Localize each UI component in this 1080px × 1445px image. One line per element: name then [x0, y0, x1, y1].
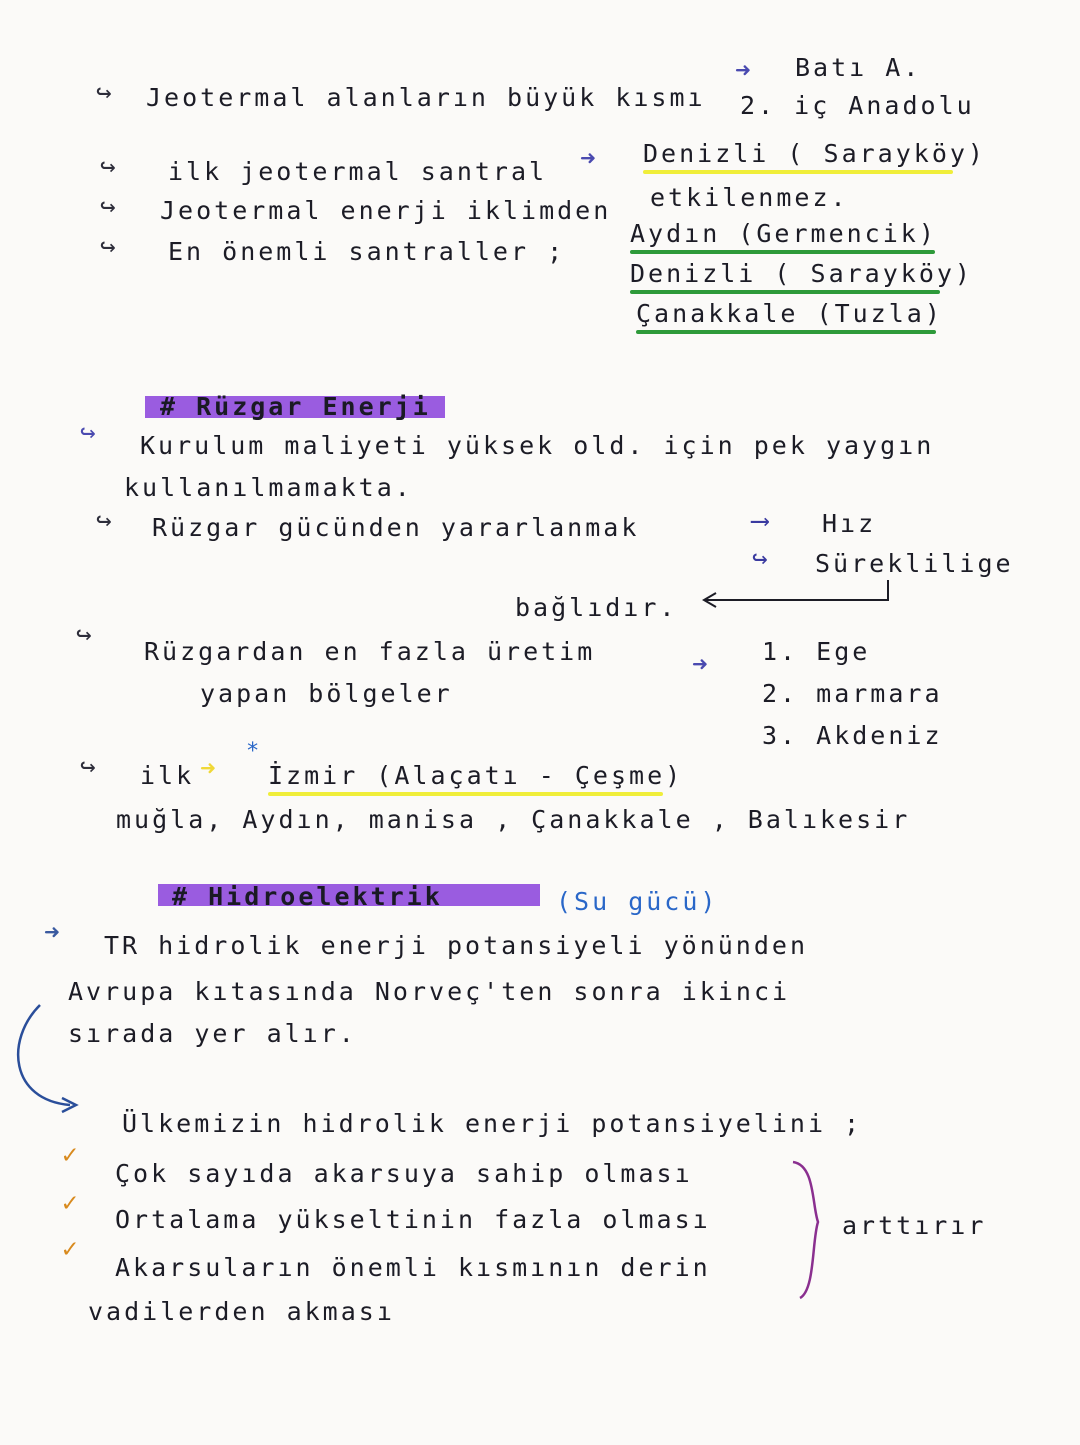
arrow-icon: ↪ — [100, 192, 116, 222]
wind-p3a: Rüzgardan en fazla üretim — [144, 637, 596, 666]
arrow-icon: ⟶ — [752, 506, 768, 536]
wind-p3b: yapan bölgeler — [200, 679, 453, 708]
checkmark-icon: ✓ — [62, 1234, 78, 1264]
hydro-check-3: Akarsuların önemli kısmının derin — [115, 1253, 711, 1282]
geo-dest2: 2. iç Anadolu — [740, 91, 975, 120]
geo-line1: Jeotermal alanların büyük kısmı — [146, 83, 706, 112]
hydro-p1b: Avrupa kıtasında Norveç'ten sonra ikinci — [68, 977, 791, 1006]
wind-p2-depends: bağlıdır. — [515, 593, 678, 622]
hydro-p2: Ülkemizin hidrolik enerji potansiyelini ; — [122, 1109, 863, 1138]
arrow-icon: ↪ — [100, 152, 116, 182]
wind-p4-answer: İzmir (Alaçatı - Çeşme) — [268, 761, 684, 790]
region-1: 1. Ege — [762, 637, 871, 666]
arrow-icon: ↪ — [76, 620, 92, 650]
region-3: 3. Akdeniz — [762, 721, 943, 750]
geo-line2-answer: Denizli ( Sarayköy) — [643, 139, 986, 168]
arrow-icon: ↪ — [80, 752, 96, 782]
hydro-p1a: TR hidrolik enerji potansiyeli yönünden — [104, 931, 808, 960]
plant-3: Çanakkale (Tuzla) — [636, 299, 943, 328]
wind-p2-continuity: Süreklilige — [815, 549, 1014, 578]
arrow-icon: ➜ — [200, 754, 216, 784]
arrow-icon: ↪ — [752, 544, 768, 574]
wind-p1a: Kurulum maliyeti yüksek old. için pek yaygın — [140, 431, 935, 460]
star-mark: * — [246, 739, 263, 764]
arrow-icon: ➜ — [44, 918, 60, 948]
hydro-result: arttırır — [842, 1211, 987, 1240]
hydro-p1c: sırada yer alır. — [68, 1019, 357, 1048]
hydro-last: vadilerden akması — [88, 1297, 395, 1326]
arrow-icon: ➜ — [580, 144, 596, 174]
geo-dest1: Batı A. — [795, 53, 922, 82]
geo-line3: Jeotermal enerji iklimden — [160, 196, 612, 225]
wind-p1b: kullanılmamakta. — [124, 473, 413, 502]
geo-line3-answer: etkilenmez. — [650, 183, 849, 212]
arrow-icon: ↪ — [80, 418, 96, 448]
arrow-icon: ↪ — [96, 78, 112, 108]
arrow-icon: ➜ — [692, 650, 708, 680]
hydro-heading: # Hidroelektrik — [172, 882, 443, 911]
region-2: 2. marmara — [762, 679, 943, 708]
plant-2: Denizli ( Sarayköy) — [630, 259, 973, 288]
geo-line2: ilk jeotermal santral — [168, 157, 548, 186]
wind-p2: Rüzgar gücünden yararlanmak — [152, 513, 640, 542]
hydro-check-1: Çok sayıda akarsuya sahip olması — [115, 1159, 693, 1188]
hydro-subheading: (Su gücü) — [556, 887, 719, 916]
wind-p5: muğla, Aydın, manisa , Çanakkale , Balıkesir — [116, 805, 911, 834]
arrow-icon: ↪ — [96, 506, 112, 536]
plant-1: Aydın (Germencik) — [630, 219, 937, 248]
arrow-icon: ➜ — [735, 56, 751, 86]
checkmark-icon: ✓ — [62, 1188, 78, 1218]
geo-line4: En önemli santraller ; — [168, 237, 566, 266]
arrow-icon: ↪ — [100, 232, 116, 262]
hydro-check-2: Ortalama yükseltinin fazla olması — [115, 1205, 711, 1234]
wind-heading: # Rüzgar Enerji — [160, 392, 431, 421]
wind-p4-label: ilk — [140, 761, 195, 790]
checkmark-icon: ✓ — [62, 1140, 78, 1170]
wind-p2-speed: Hız — [822, 509, 877, 538]
